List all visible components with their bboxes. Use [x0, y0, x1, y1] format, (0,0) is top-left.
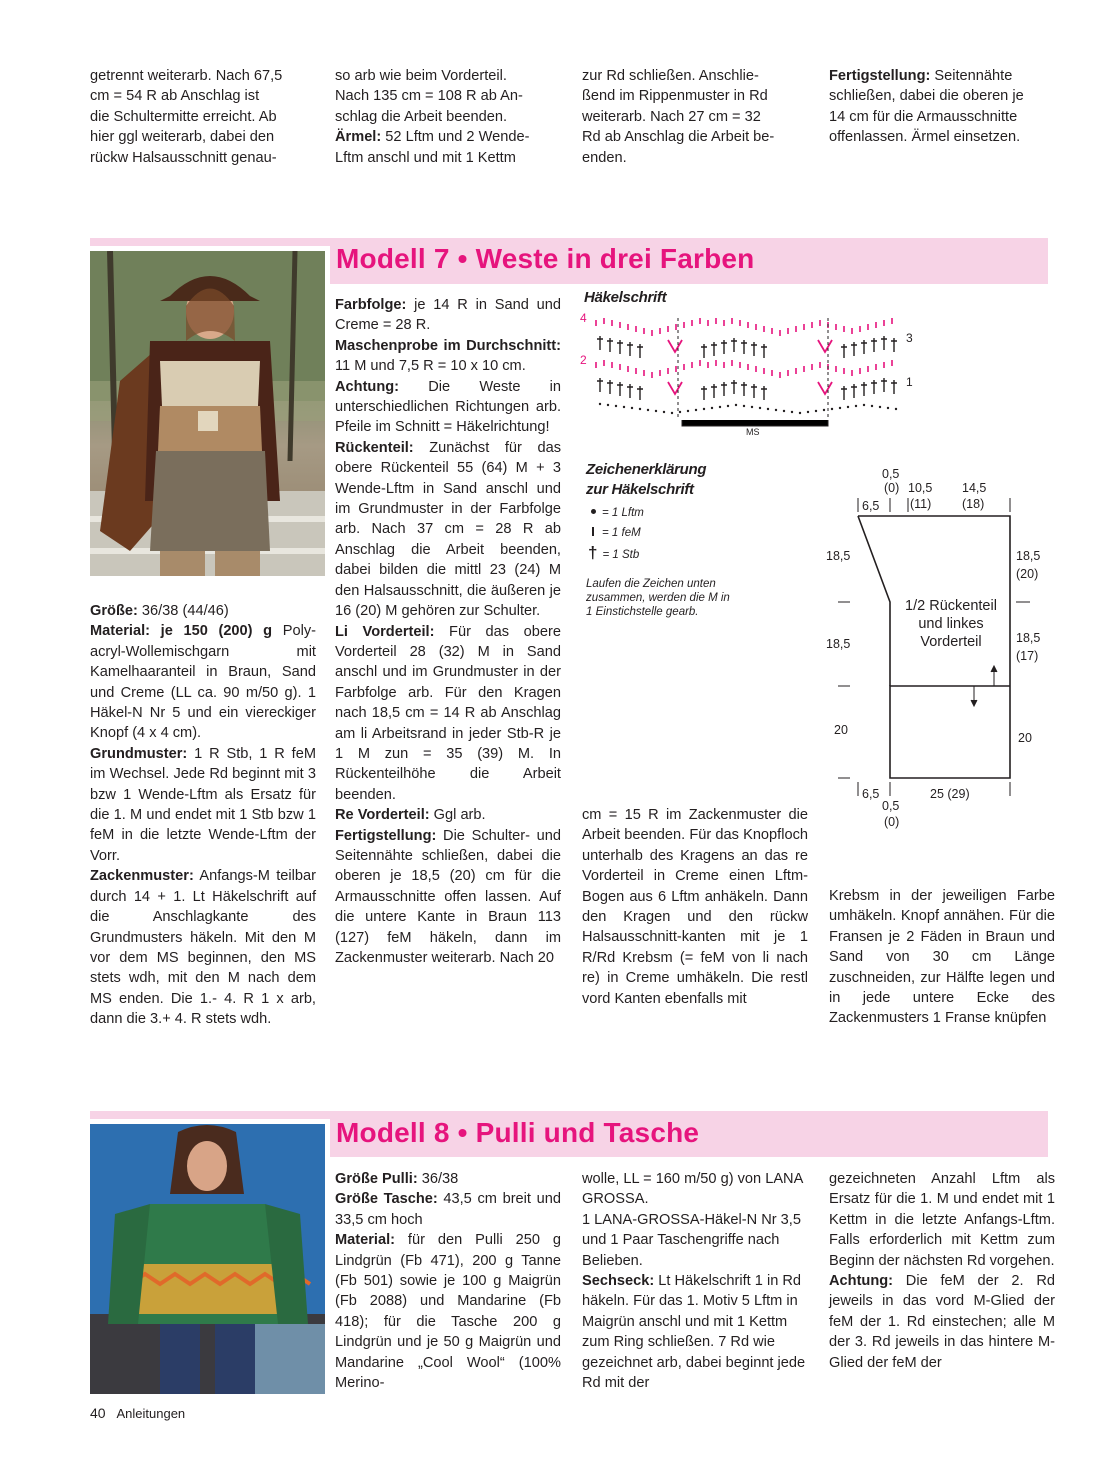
col3-paragraph: cm = 15 R im Zackenmuster die Arbeit beenden. Für das Knopfloch unterhalb des Kragens an das re Vorderteil in Creme einen Lftm-Bogen aus 6 Lftm anhäkeln. Dann den Kragen und den rückw Halsausschnitt-kanten mit je 1 R/Rd Krebsm (= feM von li nach re) in Creme umhäkeln. Die restl vord Kanten ebenfalls mit — [582, 807, 808, 1007]
paragraph-haekelnadel — [582, 1210, 808, 1271]
dim-top-0: (0) — [884, 481, 900, 495]
chain-symbol-icon — [591, 509, 596, 514]
term-aermel: Ärmel: — [335, 129, 382, 146]
haekelschrift-diagram — [578, 308, 918, 440]
modell7-photo — [90, 251, 325, 576]
note-line: zusammen, werden die M in — [586, 592, 730, 604]
paragraph-material — [90, 621, 316, 743]
top-col1-line: getrennt weiterarb. Nach 67,5 — [90, 68, 283, 84]
top-column-3 — [582, 66, 808, 168]
haekelschrift-title — [584, 288, 666, 308]
ms-bracket — [678, 318, 828, 426]
schnitt-label-1: 1/2 Rückenteil — [905, 598, 997, 614]
dim-top-145: 14,5 — [962, 481, 987, 495]
top-col4-line: offenlassen. Ärmel einsetzen. — [829, 129, 1021, 146]
paragraph-grundmuster — [90, 744, 316, 866]
paragraph-zackenmuster — [90, 866, 316, 1029]
top-col4-text: Seitennähte — [930, 68, 1013, 84]
paragraph-achtung — [335, 377, 561, 438]
top-col3-line: weiterarb. Nach 27 cm = 32 — [582, 108, 761, 125]
text: Zunächst für das obere Rückenteil 55 (64) M + 3 Wende-Lftm in Sand anschl und im Grundmuster in der Farbfolge arb. Nach 37 cm = 28 R ab Anschlag die Arbeit beenden, dabei bilden die mittl 23 (24) M den Halsausschnitt, die äußeren je 16 (20) M gehören zur Schulter. — [335, 439, 561, 620]
legend-text: = 1 feM — [602, 527, 641, 539]
top-col4-line: schließen, dabei die oberen je — [829, 88, 1024, 105]
double-crochet-symbol-icon: † — [588, 543, 598, 562]
modell8-col2 — [335, 1169, 561, 1393]
dim-left-20: 20 — [834, 723, 848, 737]
dim-top-105: 10,5 — [908, 481, 933, 495]
woman-vest-photo — [90, 251, 325, 576]
paragraph-groesse-pulli — [335, 1169, 561, 1189]
text: je 14 R in Sand und Creme = 28 R. — [335, 297, 561, 334]
modell7-col3-text — [582, 805, 808, 1009]
top-col2-line: Lftm anschl und mit 1 Kettm — [335, 149, 516, 166]
text: gezeichneten Anzahl Lftm als Ersatz für die 1. M und endet mit 1 Kettm in die letzte Anfangs-Lftm. Falls erforderlich mit Kettm zum Beginn der nächsten Rd vorgehen. — [829, 1171, 1055, 1269]
top-col3-line: Rd ab Anschlag die Arbeit be- — [582, 129, 775, 146]
term: Sechseck: — [582, 1273, 655, 1290]
modell7-mid-column — [335, 295, 561, 968]
dim-left-185b: 18,5 — [826, 637, 851, 651]
text: Lt Häkelschrift 1 in Rd häkeln. Für das 1. Motiv 5 Lftm in Maigrün anschl und mit 1 Kettm zum Ring schließen. 7 Rd wie gezeichnet arb, dabei beginnt jede Rd mit der — [582, 1273, 806, 1392]
dim-bot-65: 6,5 — [862, 787, 880, 801]
dim-right-20: 20 — [1018, 731, 1032, 745]
dim-top-11: (11) — [910, 497, 932, 511]
text: für den Pulli 250 g Lindgrün (Fb 471), 200 g Tanne (Fb 501) sowie je 100 g Maigrün (Fb 2088) und Mandarine (Fb 418); für die Tasche 200 g Lindgrün und je 50 g Maigrün und Mandarine „Cool Wool“ (100% Merino- — [335, 1232, 561, 1392]
text: 1 R Stb, 1 R feM im Wechsel. Jede Rd beginnt mit 3 bzw 1 Wende-Lftm als Ersatz für die 1. M und endet mit 1 Stb bzw 1 feM in die letzte Wende-Lftm der Vorr. — [90, 745, 316, 864]
modell8-col3 — [582, 1169, 808, 1393]
legend-text: = 1 Lftm — [602, 507, 644, 519]
dim-bot-05: 0,5 — [882, 799, 900, 813]
text: Anfangs-M teilbar durch 14 + 1. Lt Häkelschrift auf die Anschlagkante des Grundmusters häkeln. Mit den M vor dem MS beginnen, den MS stets wdh, mit den M nach dem MS enden. Die 1.- 4. R 1 x arb, dann die 3.+ 4. R stets wdh. — [90, 868, 316, 1028]
top-col2-line: so arb wie beim Vorderteil. — [335, 68, 507, 84]
legend-text: = 1 Stb — [602, 549, 640, 561]
legend-fem — [586, 523, 641, 541]
modell7-left-column — [90, 601, 316, 1030]
legend-title-1: Zeichenerklärung — [586, 461, 707, 478]
term: Zackenmuster: — [90, 868, 194, 885]
term: Größe Tasche: — [335, 1191, 438, 1208]
dim-top-05: 0,5 — [882, 467, 900, 481]
top-col3-line: enden. — [582, 149, 627, 166]
row4-marks — [596, 318, 892, 336]
top-col2-text: 52 Lftm und 2 Wende- — [381, 129, 530, 146]
dim-right-185b: 18,5 — [1016, 631, 1041, 645]
legend-stb — [586, 543, 639, 563]
text: Ggl arb. — [429, 807, 486, 824]
woman-sweater-photo — [90, 1124, 325, 1394]
ms-label: MS — [746, 427, 760, 437]
schnitt-diagram — [818, 462, 1048, 832]
single-crochet-symbol-icon — [592, 527, 594, 536]
chain-row — [599, 403, 897, 414]
paragraph-groesse-tasche — [335, 1189, 561, 1230]
dim-right-185: 18,5 — [1016, 549, 1041, 563]
top-col4-line: 14 cm für die Armausschnitte — [829, 108, 1018, 125]
top-column-4 — [829, 66, 1055, 148]
paragraph-fertigstellung — [335, 826, 561, 969]
dim-bot-25: 25 (29) — [930, 787, 970, 801]
top-col4-line — [829, 66, 1055, 86]
term: Re Vorderteil: — [335, 807, 430, 824]
dim-top-18: (18) — [962, 497, 985, 511]
row-label-4: 4 — [580, 311, 587, 325]
text: Die feM der 2. Rd jeweils in das vord M-Glied der feM der 1. Rd einstechen; alle M der 3. Rd jeweils in das hintere M-Glied der feM der — [829, 1273, 1055, 1371]
term: Größe: — [90, 603, 138, 619]
term: Achtung: — [829, 1273, 894, 1290]
row3-stitches — [597, 336, 897, 358]
row2-marks — [596, 360, 892, 378]
text: 43,5 cm breit und 33,5 cm hoch — [335, 1191, 561, 1228]
top-col3-line: ßend im Rippenmuster in Rd — [582, 88, 768, 105]
text: 11 M und 7,5 R = 10 x 10 cm. — [335, 358, 526, 375]
text: 36/38 (44/46) — [137, 603, 229, 619]
term: Achtung: — [335, 378, 400, 395]
modell7-col4-text — [829, 886, 1055, 1029]
top-col2-line — [335, 127, 561, 147]
text: 36/38 — [417, 1171, 459, 1187]
paragraph-material — [335, 1230, 561, 1393]
paragraph-groesse — [90, 601, 316, 621]
paragraph-li-vorderteil — [335, 622, 561, 806]
note-line: 1 Einstichstelle gearb. — [586, 606, 699, 618]
dim-left-185a: 18,5 — [826, 549, 851, 563]
page-footer — [90, 1405, 185, 1421]
paragraph-ersatz — [829, 1169, 1055, 1271]
dim-bot-0: (0) — [884, 815, 900, 829]
paragraph-farbfolge — [335, 295, 561, 336]
text: Die Schulter- und Seitennähte schließen, dabei die oberen je 18,5 (20) cm für die Armausschnitte offen lassen. Auf die untere Kante in Braun 113 (127) feM häkeln, dann im Zackenmuster weiterarb. Nach 20 — [335, 827, 561, 966]
row1-decreases — [668, 382, 832, 394]
legend-note — [586, 577, 786, 619]
section-name: Anleitungen — [116, 1406, 186, 1421]
text: Die Weste in unterschiedlichen Richtungen arb. Pfeile im Schnitt = Häkelrichtung! — [335, 378, 561, 436]
row-label-3: 3 — [906, 331, 913, 345]
top-col1-line: cm = 54 R ab Anschlag ist — [90, 88, 260, 105]
top-col1-line: die Schultermitte erreicht. Ab — [90, 108, 277, 125]
term: Größe Pulli: — [335, 1171, 418, 1187]
row3-decreases — [668, 340, 832, 352]
row1-stitches — [597, 378, 897, 400]
top-col1-line: hier ggl weiterarb, dabei den — [90, 129, 275, 146]
page-number: 40 — [90, 1405, 106, 1421]
schnitt-label-2: und linkes — [918, 616, 984, 632]
top-column-1 — [90, 66, 316, 168]
text: 1 LANA-GROSSA-Häkel-N Nr 3,5 und 1 Paar Taschengriffe nach Belieben. — [582, 1211, 801, 1269]
dim-right-20p: (20) — [1016, 567, 1039, 581]
text: Poly-acryl-Wollemischgarn mit Kamelhaaranteil in Braun, Sand und Creme (LL ca. 90 m/50 g). 1 Häkel-N Nr 5 und ein viereckiger Knopf (4 x 4 cm). — [90, 623, 316, 742]
term-fertigstellung: Fertigstellung: — [829, 68, 931, 84]
paragraph-maschenprobe — [335, 336, 561, 377]
note-line: Laufen die Zeichen unten — [586, 578, 716, 590]
text: wolle, LL = 160 m/50 g) von LANA GROSSA. — [582, 1171, 803, 1208]
modell8-photo — [90, 1124, 325, 1394]
term: Farbfolge: — [335, 297, 407, 313]
term: Maschenprobe im Durchschnitt: — [335, 337, 561, 354]
legend-lftm — [586, 503, 644, 521]
paragraph-wolle — [582, 1169, 808, 1210]
term: Material: je 150 (200) g — [90, 623, 273, 640]
modell7-title: Modell 7 • Weste in drei Farben — [336, 243, 755, 274]
modell8-col4 — [829, 1169, 1055, 1373]
dim-right-17: (17) — [1016, 649, 1039, 663]
col4-paragraph: Krebsm in der jeweiligen Farbe umhäkeln. Knopf annähen. Für die Fransen je 2 Fäden in Braun und Sand von 30 cm Länge zuschneiden, zur Hälfte legen und in jede untere Ecke des Zackenmusters 1 Franse knüpfen — [829, 888, 1055, 1027]
term: Li Vorderteil: — [335, 623, 435, 640]
paragraph-re-vorderteil — [335, 805, 561, 825]
top-col2-line: schlag die Arbeit beenden. — [335, 108, 508, 125]
term: Rückenteil: — [335, 439, 414, 456]
legend-items — [586, 503, 786, 569]
row-label-1: 1 — [906, 375, 913, 389]
schnitt-label-3: Vorderteil — [920, 634, 982, 650]
text: Für das obere Vorderteil 28 (32) M in Sand anschl und im Grundmuster in der Farbfolge arb. Für den Kragen nach 18,5 cm = 14 R ab Anschlag am li Arbeitsrand in jeder Stb-R je 1 M zun = 35 (39) M. In Rückenteilhöhe die Arbeit beenden. — [335, 623, 561, 803]
top-column-2 — [335, 66, 561, 168]
row-label-2: 2 — [580, 353, 587, 367]
term: Fertigstellung: — [335, 827, 437, 844]
dim-top-65: 6,5 — [862, 499, 880, 513]
term: Grundmuster: — [90, 745, 188, 762]
term: Material: — [335, 1232, 396, 1249]
paragraph-achtung — [829, 1271, 1055, 1373]
legend-title-2: zur Häkelschrift — [586, 481, 694, 498]
paragraph-rueckenteil — [335, 438, 561, 622]
top-col1-line: rückw Halsausschnitt genau- — [90, 149, 277, 166]
legend — [586, 460, 786, 619]
top-col3-line: zur Rd schließen. Anschlie- — [582, 68, 759, 84]
paragraph-sechseck — [582, 1271, 808, 1393]
modell8-title: Modell 8 • Pulli und Tasche — [336, 1117, 700, 1148]
haekelschrift-heading: Häkelschrift — [584, 289, 667, 306]
top-col2-line: Nach 135 cm = 108 R ab An- — [335, 88, 523, 105]
